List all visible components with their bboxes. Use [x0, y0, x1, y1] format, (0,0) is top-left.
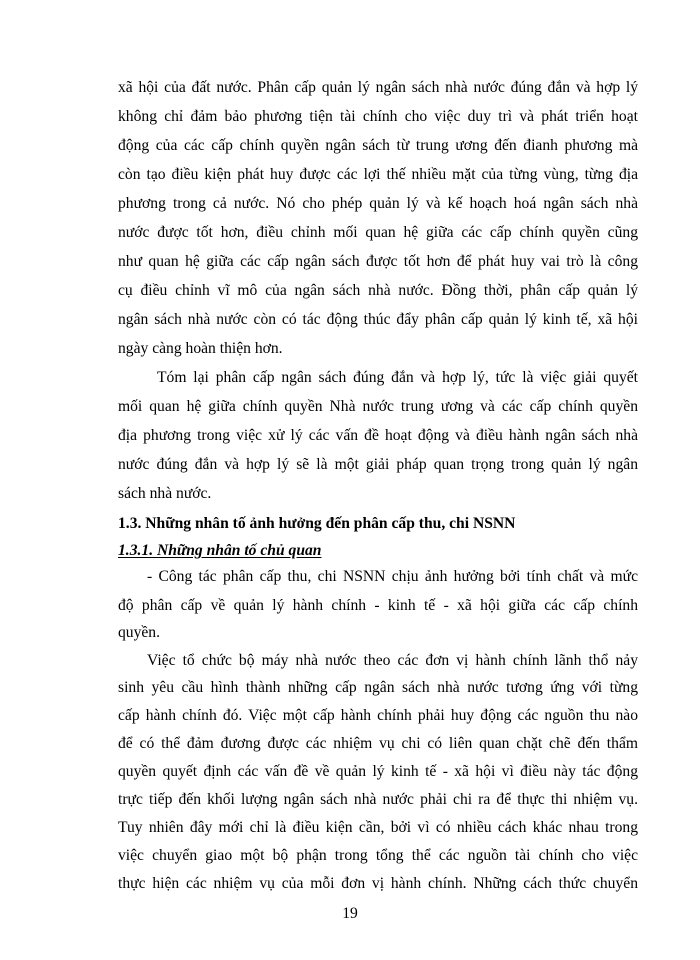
paragraph-1-line-9: ngân sách nhà nước còn có tác động thúc đẩy phân cấp quản lý kinh tế, xã hội — [118, 311, 638, 328]
paragraph-1-line-10: ngày càng hoàn thiện hơn. — [118, 340, 283, 357]
paragraph-2-line-4: nước đúng đắn và hợp lý sẽ là một giải pháp quan trọng trong quản lý ngân — [118, 456, 638, 473]
paragraph-4-line-3: cấp hành chính đó. Việc một cấp hành chính phải huy động các nguồn thu nào — [118, 707, 638, 724]
paragraph-4-line-8: việc chuyển giao một bộ phận trong tổng thể các nguồn tài chính cho việc — [118, 847, 638, 864]
paragraph-2-line-5: sách nhà nước. — [118, 485, 212, 502]
section-heading: 1.3. Những nhân tố ảnh hưởng đến phân cấp thu, chi NSNN — [118, 515, 516, 532]
paragraph-1-line-1: xã hội của đất nước. Phân cấp quản lý ngân sách nhà nước đúng đắn và hợp lý — [118, 79, 638, 96]
paragraph-1-line-8: cụ điều chỉnh vĩ mô của ngân sách nhà nước. Đồng thời, phân cấp quản lý — [118, 282, 638, 299]
paragraph-4-line-5: quyền quyết định các vấn đề về quản lý kinh tế - xã hội vì điều này tác động — [118, 763, 638, 780]
paragraph-1-line-7: như quan hệ giữa các cấp ngân sách được tốt hơn để phát huy vai trò là công — [118, 253, 638, 270]
paragraph-4-line-7: Tuy nhiên đây mới chỉ là điều kiện cần, bởi vì có nhiều cách khác nhau trong — [118, 819, 638, 836]
paragraph-3-line-2: độ phân cấp về quản lý hành chính - kinh tế - xã hội giữa các cấp chính — [118, 597, 638, 614]
paragraph-2-line-1: Tóm lại phân cấp ngân sách đúng đắn và hợp lý, tức là việc giải quyết — [157, 369, 638, 386]
paragraph-2-line-2: mối quan hệ giữa chính quyền Nhà nước trung ương và các cấp chính quyền — [118, 398, 638, 415]
paragraph-1-line-2: không chỉ đảm bảo phương tiện tài chính cho việc duy trì và phát triển hoạt — [118, 108, 638, 125]
paragraph-4-line-9: thực hiện các nhiệm vụ của mỗi đơn vị hành chính. Những cách thức chuyển — [118, 875, 638, 892]
paragraph-4-line-6: trực tiếp đến khối lượng ngân sách nhà nước phải chi ra để thực thi nhiệm vụ. — [118, 791, 638, 808]
paragraph-1-line-5: phương trong cả nước. Nó cho phép quản lý và kế hoạch hoá ngân sách nhà — [118, 195, 638, 212]
subsection-heading: 1.3.1. Những nhân tố chủ quan — [118, 542, 322, 559]
paragraph-4-line-2: sinh yêu cầu hình thành những cấp ngân sách nhà nước tương ứng với từng — [118, 679, 638, 696]
paragraph-3-line-3: quyền. — [118, 624, 161, 641]
paragraph-4-line-4: để có thể đảm đương được các nhiệm vụ chi có liên quan chặt chẽ đến thẩm — [118, 735, 638, 752]
paragraph-2-line-3: địa phương trong việc xử lý các vấn đề hoạt động và điều hành ngân sách nhà — [118, 427, 638, 444]
paragraph-1-line-3: động của các cấp chính quyền ngân sách từ trung ương đến đianh phương mà — [118, 137, 638, 154]
paragraph-1-line-4: còn tạo điều kiện phát huy được các lợi thế nhiều mặt của từng vùng, từng địa — [118, 166, 638, 183]
paragraph-3-line-1: - Công tác phân cấp thu, chi NSNN chịu ảnh hưởng bởi tính chất và mức — [147, 568, 638, 585]
page-number: 19 — [342, 905, 358, 922]
paragraph-1-line-6: nước được tốt hơn, điều chỉnh mối quan hệ giữa các cấp chính quyền cũng — [118, 224, 638, 241]
paragraph-4-line-1: Việc tổ chức bộ máy nhà nước theo các đơn vị hành chính lãnh thổ nảy — [147, 652, 638, 669]
